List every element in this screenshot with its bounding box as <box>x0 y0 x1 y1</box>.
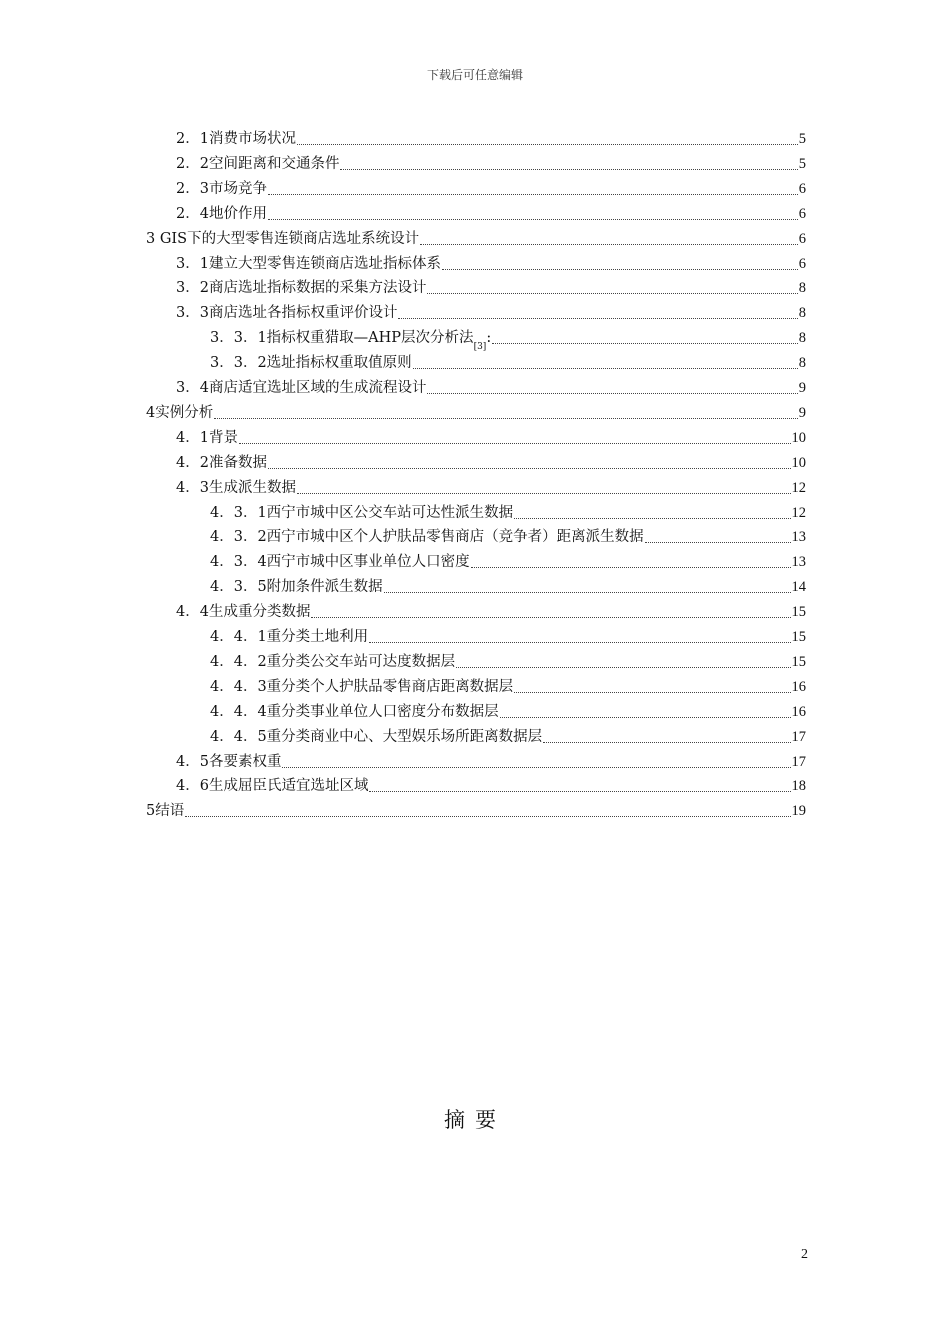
toc-entry-suffix: : <box>486 330 492 347</box>
toc-leader-dots <box>340 159 797 170</box>
toc-entry-page: 12 <box>791 504 806 521</box>
toc-entry-title: 4．4．3重分类个人护肤品零售商店距离数据层 <box>210 678 514 695</box>
toc-leader-dots <box>442 259 798 270</box>
toc-entry-page: 8 <box>798 330 806 347</box>
toc-entry-page: 6 <box>798 180 806 197</box>
toc-entry-page: 16 <box>791 703 806 720</box>
toc-entry-title: 2．3市场竞争 <box>176 180 267 197</box>
toc-entry-page: 10 <box>791 429 806 446</box>
toc-entry[interactable] <box>146 400 806 422</box>
toc-entry[interactable] <box>146 798 806 820</box>
toc-entry[interactable] <box>176 300 806 322</box>
toc-entry-title: 4．3生成派生数据 <box>176 479 296 496</box>
toc-entry[interactable] <box>146 226 806 248</box>
toc-entry-title: 4．1背景 <box>176 429 238 446</box>
toc-leader-dots <box>297 134 798 145</box>
toc-entry[interactable] <box>176 425 806 447</box>
toc-entry-title: 4．4生成重分类数据 <box>176 604 311 621</box>
toc-entry[interactable] <box>176 749 806 771</box>
toc-leader-dots <box>427 383 797 394</box>
toc-leader-dots <box>398 308 797 319</box>
toc-entry-page: 17 <box>791 753 806 770</box>
toc-entry-page: 8 <box>798 355 806 372</box>
toc-entry[interactable] <box>176 275 806 297</box>
toc-leader-dots <box>645 532 791 543</box>
toc-entry-title: 4．4．5重分类商业中心、大型娱乐场所距离数据层 <box>210 728 543 745</box>
toc-entry-page: 15 <box>791 653 806 670</box>
toc-entry[interactable] <box>210 624 806 646</box>
toc-entry[interactable] <box>210 699 806 721</box>
toc-entry[interactable] <box>176 151 806 173</box>
toc-entry-title: 4．4．1重分类土地利用 <box>210 629 369 645</box>
toc-entry[interactable] <box>176 773 806 795</box>
toc-entry-page: 5 <box>798 131 806 147</box>
toc-leader-dots <box>413 358 798 369</box>
toc-entry[interactable] <box>210 724 806 746</box>
toc-entry[interactable] <box>176 450 806 472</box>
toc-entry-page: 8 <box>798 305 806 322</box>
toc-entry[interactable] <box>176 251 806 273</box>
toc-leader-dots <box>369 781 790 792</box>
page-number: 2 <box>801 1247 808 1262</box>
toc-entry-page: 6 <box>798 230 806 247</box>
toc-entry[interactable] <box>210 649 806 671</box>
toc-leader-dots <box>427 283 797 294</box>
toc-leader-dots <box>514 508 790 519</box>
toc-entry[interactable] <box>210 500 806 522</box>
toc-entry[interactable] <box>176 375 806 397</box>
toc-entry-title: 3．3．1指标权重猎取—AHP层次分析法 <box>210 330 474 347</box>
toc-entry-title: 3．3．2选址指标权重取值原则 <box>210 355 412 372</box>
toc-entry-title: 4．4．4重分类事业单位人口密度分布数据层 <box>210 703 499 720</box>
toc-entry[interactable] <box>176 475 806 497</box>
toc-entry-title: 4．6生成屈臣氏适宜选址区域 <box>176 778 369 795</box>
toc-leader-dots <box>311 607 790 618</box>
toc-leader-dots <box>514 682 790 693</box>
toc-entry-title: 3．1建立大型零售连锁商店选址指标体系 <box>176 255 441 272</box>
abstract-title: 摘要 <box>444 1108 506 1132</box>
toc-entry-page: 19 <box>791 803 806 820</box>
toc-entry-title: 5结语 <box>146 803 185 820</box>
toc-entry-page: 13 <box>791 529 806 546</box>
toc-entry-title: 4．3．1西宁市城中区公交车站可达性派生数据 <box>210 504 514 521</box>
toc-leader-dots <box>456 657 790 668</box>
toc-entry[interactable] <box>210 674 806 696</box>
toc-leader-dots <box>384 582 791 593</box>
toc-entry-page: 16 <box>791 678 806 695</box>
toc-entry-page: 9 <box>798 380 806 396</box>
toc-entry-page: 15 <box>791 629 806 645</box>
toc-entry-title: 2．2空间距离和交通条件 <box>176 155 340 172</box>
toc-leader-dots <box>268 458 791 469</box>
toc-entry-page: 6 <box>798 255 806 272</box>
toc-entry-page: 5 <box>798 155 806 172</box>
toc-entry-title: 4．4．2重分类公交车站可达度数据层 <box>210 653 456 670</box>
toc-entry-title: 3．2商店选址指标数据的采集方法设计 <box>176 280 427 297</box>
toc-entry[interactable] <box>210 574 806 596</box>
toc-leader-dots <box>185 806 790 817</box>
toc-leader-dots <box>268 209 798 220</box>
toc-leader-dots <box>282 757 790 768</box>
toc-leader-dots <box>500 707 791 718</box>
toc-entry-page: 9 <box>798 404 806 421</box>
toc-leader-dots <box>492 333 798 344</box>
toc-entry[interactable]: 3．3．1指标权重猎取—AHP层次分析法 [3] : 8 <box>210 330 806 353</box>
toc-entry-page: 18 <box>791 778 806 795</box>
toc-entry-page: 6 <box>798 205 806 222</box>
toc-entry[interactable] <box>210 350 806 372</box>
toc-entry-title: 4实例分析 <box>146 404 214 421</box>
toc-leader-dots <box>268 184 798 195</box>
toc-leader-dots <box>297 483 791 494</box>
toc-entry-page: 12 <box>791 479 806 496</box>
toc-entry-title: 4．3．5附加条件派生数据 <box>210 579 383 596</box>
toc-entry[interactable] <box>176 599 806 621</box>
toc-entry[interactable] <box>210 524 806 546</box>
toc-entry-title: 3 GIS下的大型零售连锁商店选址系统设计 <box>146 230 420 247</box>
toc-entry-title: 4．3．4西宁市城中区事业单位人口密度 <box>210 554 470 571</box>
toc-leader-dots <box>543 732 790 743</box>
toc-entry-title: 4．5各要素权重 <box>176 753 282 770</box>
toc-entry-page: 10 <box>791 454 806 471</box>
page-header: 下载后可任意编辑 <box>426 68 523 82</box>
toc-entry-page: 13 <box>791 554 806 571</box>
toc-leader-dots <box>471 557 791 568</box>
toc-leader-dots <box>239 433 791 444</box>
toc-entry-page: 17 <box>791 728 806 745</box>
toc-leader-dots <box>369 632 790 643</box>
toc-entry-title: 2．4地价作用 <box>176 205 267 222</box>
toc-entry[interactable] <box>210 549 806 571</box>
toc-leader-dots <box>420 234 798 245</box>
toc-entry-page: 15 <box>791 604 806 621</box>
toc-entry-page: 14 <box>791 579 806 596</box>
toc-entry-title: 2．1消费市场状况 <box>176 131 296 147</box>
toc-entry-title: 4．2准备数据 <box>176 454 267 471</box>
toc-entry-page: 8 <box>798 280 806 297</box>
toc-entry-title: 4．3．2西宁市城中区个人护肤品零售商店（竞争者）距离派生数据 <box>210 529 644 546</box>
toc-entry[interactable] <box>176 201 806 223</box>
toc-entry-title: 3．4商店适宜选址区域的生成流程设计 <box>176 380 427 396</box>
toc-entry[interactable] <box>176 176 806 198</box>
toc-entry[interactable] <box>176 126 806 148</box>
toc-leader-dots <box>214 408 798 419</box>
toc-entry-title: 3．3商店选址各指标权重评价设计 <box>176 305 398 322</box>
